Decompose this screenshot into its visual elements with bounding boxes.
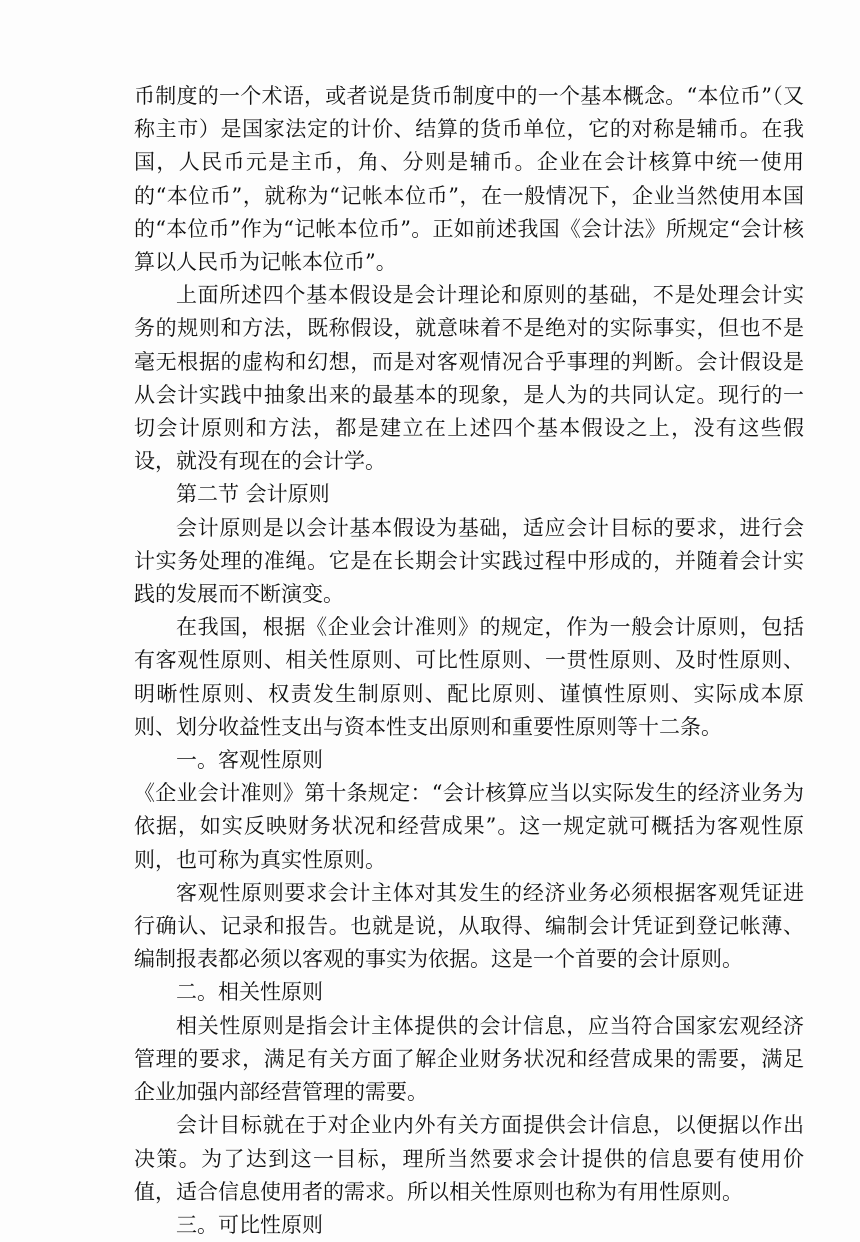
section-heading: 第二节 会计原则 [176, 482, 330, 507]
paragraph-objectivity-detail: 客观性原则要求会计主体对其发生的经济业务必须根据客观凭证进行确认、记录和报告。也就是说，从取得、编制会计凭证到登记帐薄、编制报表都必须以客观的事实为依据。这是一个首要的会计原则。 [134, 880, 804, 972]
subheading-comparability: 三。可比性原则 [176, 1212, 323, 1237]
subheading-relevance: 二。相关性原则 [176, 980, 323, 1005]
paragraph-continued: 币制度的一个术语，或者说是货币制度中的一个基本概念。“本位币”（又称主市）是国家法定的计价、结算的货币单位，它的对称是辅币。在我国，人民币元是主币，角、分则是辅币。企业在会计核算中统一使用的“本位币”，就称为“记帐本位币”，在一般情况下，企业当然使用本国的“本位币”作为“记帐本位币”。正如前述我国《会计法》所规定“会计核算以人民币为记帐本位币”。 [134, 84, 804, 275]
paragraph-principles-intro: 会计原则是以会计基本假设为基础，适应会计目标的要求，进行会计实务处理的准绳。它是在长期会计实践过程中形成的，并随着会计实践的发展而不断演变。 [134, 515, 804, 607]
paragraph-principles-list: 在我国，根据《企业会计准则》的规定，作为一般会计原则，包括有客观性原则、相关性原则、可比性原则、一贯性原则、及时性原则、明晰性原则、权责发生制原则、配比原则、谨慎性原则、实际成本原则、划分收益性支出与资本性支出原则和重要性原则等十二条。 [134, 615, 804, 739]
paragraph-relevance-rule: 相关性原则是指会计主体提供的会计信息，应当符合国家宏观经济管理的要求，满足有关方面了解企业财务状况和经营成果的需要，满足企业加强内部经营管理的需要。 [134, 1013, 804, 1105]
page-body [134, 80, 804, 1242]
paragraph-objectivity-rule: 《企业会计准则》第十条规定：“会计核算应当以实际发生的经济业务为依据，如实反映财务状况和经营成果”。这一规定就可概括为客观性原则，也可称为真实性原则。 [134, 781, 804, 872]
paragraph-assumptions: 上面所述四个基本假设是会计理论和原则的基础，不是处理会计实务的规则和方法，既称假设，就意味着不是绝对的实际事实，但也不是毫无根据的虚构和幻想，而是对客观情况合乎事理的判断。会计假设是从会计实践中抽象出来的最基本的现象，是人为的共同认定。现行的一切会计原则和方法，都是建立在上述四个基本假设之上，没有这些假设，就没有现在的会计学。 [134, 283, 804, 474]
subheading-objectivity: 一。客观性原则 [176, 748, 323, 773]
paragraph-relevance-detail: 会计目标就在于对企业内外有关方面提供会计信息，以便据以作出决策。为了达到这一目标，理所当然要求会计提供的信息要有使用价值，适合信息使用者的需求。所以相关性原则也称为有用性原则。 [134, 1113, 804, 1204]
